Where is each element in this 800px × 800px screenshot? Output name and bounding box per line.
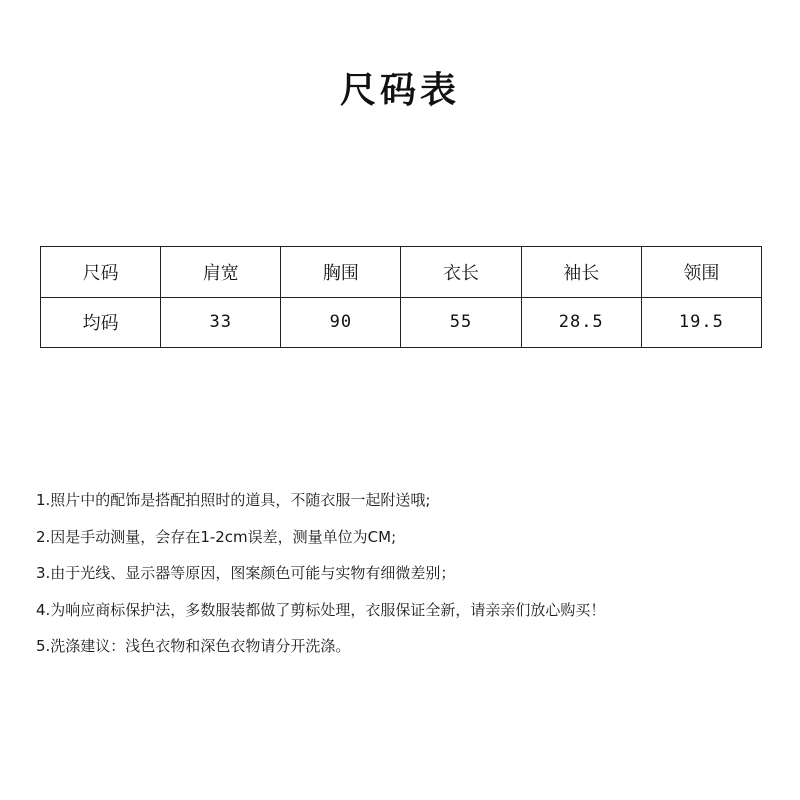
header-cell-shoulder: 肩宽 bbox=[161, 247, 281, 298]
page-title: 尺码表 bbox=[339, 70, 460, 111]
notes-list bbox=[36, 490, 786, 673]
header-cell-collar: 领围 bbox=[641, 247, 761, 298]
table-row bbox=[41, 297, 762, 348]
cell-collar-value: 19.5 bbox=[641, 297, 761, 348]
header-cell-chest: 胸围 bbox=[281, 247, 401, 298]
size-chart-table bbox=[40, 246, 762, 348]
note-item: 2.因是手动测量，会存在1-2cm误差，测量单位为CM; bbox=[36, 527, 397, 546]
cell-chest-value: 90 bbox=[281, 297, 401, 348]
table-header-row bbox=[41, 247, 762, 298]
note-item: 4.为响应商标保护法，多数服装都做了剪标处理，衣服保证全新，请亲亲们放心购买！ bbox=[36, 600, 606, 619]
header-cell-sleeve: 袖长 bbox=[521, 247, 641, 298]
cell-shoulder-value: 33 bbox=[161, 297, 281, 348]
cell-size-value: 均码 bbox=[41, 297, 161, 348]
note-item: 1.照片中的配饰是搭配拍照时的道具，不随衣服一起附送哦; bbox=[36, 491, 431, 509]
header-cell-size: 尺码 bbox=[41, 247, 161, 298]
note-item: 3.由于光线、显示器等原因，图案颜色可能与实物有细微差别； bbox=[36, 564, 456, 582]
cell-sleeve-value: 28.5 bbox=[521, 297, 641, 348]
cell-length-value: 55 bbox=[401, 297, 521, 348]
header-cell-length: 衣长 bbox=[401, 247, 521, 298]
note-item: 5.洗涤建议：浅色衣物和深色衣物请分开洗涤。 bbox=[36, 637, 351, 655]
